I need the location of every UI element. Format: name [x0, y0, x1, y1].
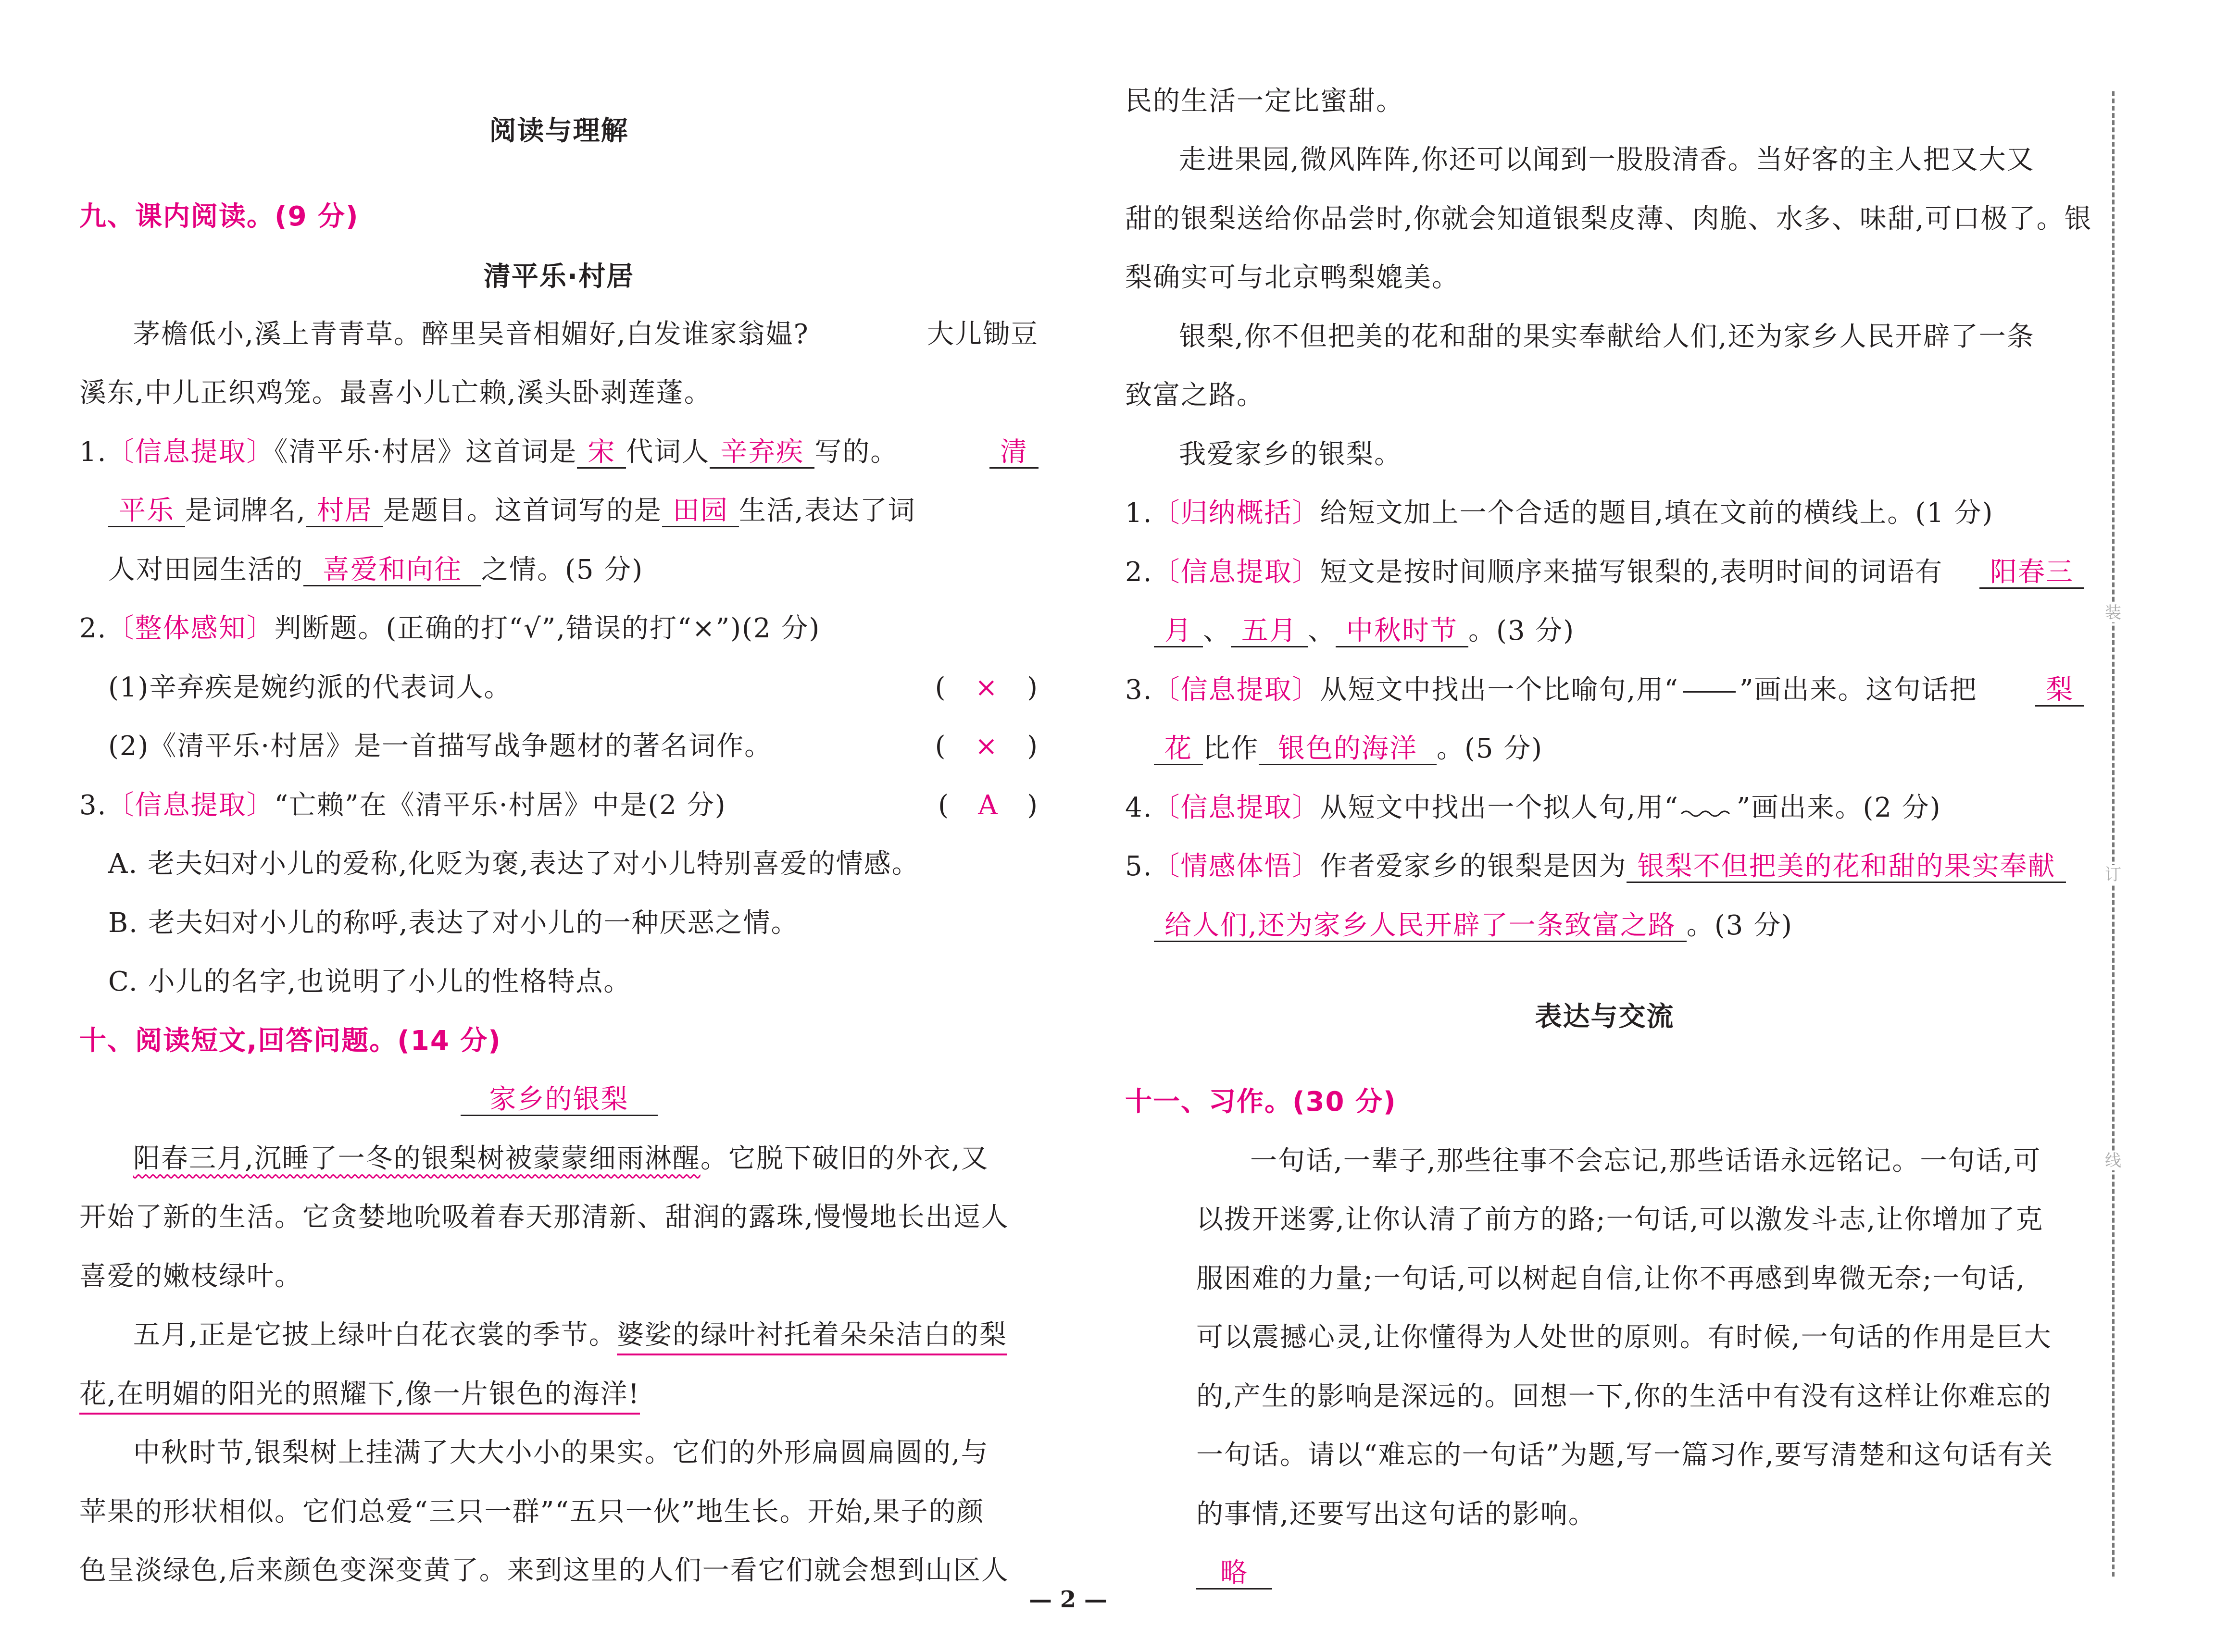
- question-tag: 〔信息提取〕: [1152, 792, 1320, 823]
- q9-2-statement-2: [79, 729, 1039, 764]
- question-tag: 〔归纳概括〕: [1152, 497, 1320, 529]
- article-p1-l1: [79, 1142, 1039, 1176]
- answer-blank: 梨: [2035, 675, 2084, 707]
- answer-blank: 月: [1154, 616, 1203, 647]
- q10-1: [1125, 496, 2084, 531]
- question-text: 给短文加上一个合适的题目,填在文前的横线上。(1 分): [1320, 497, 1994, 529]
- essay-prompt-l2: 以拨开迷雾,让你认清了前方的路;一句话,可以激发斗志,让你增加了克: [1196, 1204, 2044, 1235]
- q10-5-line-2: [1125, 908, 2084, 943]
- answer-blank: 银梨不但把美的花和甜的果实奉献: [1627, 852, 2066, 883]
- question-number: 2.: [1125, 557, 1153, 588]
- answer-blank: 清: [989, 437, 1039, 469]
- poem-line-2: 溪东,中儿正织鸡笼。最喜小儿亡赖,溪头卧剥莲蓬。: [79, 377, 712, 409]
- question-text: 比作: [1203, 733, 1259, 764]
- poem-text-end: 大儿锄豆: [927, 319, 1039, 350]
- answer-blank: 田园: [662, 496, 739, 527]
- straight-line-symbol: [1683, 691, 1736, 693]
- question-number: 1.: [79, 436, 107, 468]
- answer-mark: ×: [975, 672, 999, 703]
- article-p4-l1: 走进果园,微风阵阵,你还可以闻到一股股清香。当好客的主人把又大又: [1179, 144, 2035, 175]
- article-p4-l3: 梨确实可与北京鸭梨媲美。: [1125, 262, 1460, 293]
- q10-3-line-2: [1125, 732, 2084, 766]
- article-p2-l1: [79, 1318, 1039, 1353]
- answer-blank: 辛弃疾: [710, 437, 814, 469]
- question-number: 5.: [1125, 851, 1153, 882]
- question-text: ”画出来。这句话把: [1739, 674, 1978, 706]
- question-tag: 〔整体感知〕: [107, 613, 275, 644]
- statement-text: (2)《清平乐·村居》是一首描写战争题材的著名词作。: [108, 731, 773, 762]
- essay-prompt-l1: 一句话,一辈子,那些往事不会忘记,那些话语永远铭记。一句话,可: [1250, 1145, 2041, 1177]
- question-tag: 〔信息提取〕: [1152, 557, 1320, 588]
- q9-3-option-b: B. 老夫妇对小儿的称呼,表达了对小儿的一种厌恶之情。: [108, 907, 799, 939]
- answer-blank: 花: [1154, 734, 1203, 765]
- q9-1-line-3: [79, 553, 1039, 587]
- q9-1-line-2: [79, 494, 1039, 528]
- question-number: 1.: [1125, 497, 1153, 529]
- answer-blank: 中秋时节: [1336, 616, 1468, 647]
- answer-blank: 宋: [577, 437, 626, 469]
- personification-sentence: 阳春三月,沉睡了一冬的银梨树被蒙蒙细雨淋醒: [133, 1143, 701, 1174]
- article-p5-l1: 银梨,你不但把美的花和甜的果实奉献给人们,还为家乡人民开辟了一条: [1179, 321, 2035, 352]
- q10-header: 十、阅读短文,回答问题。(14 分): [79, 1025, 501, 1056]
- answer-mark: ×: [975, 731, 999, 762]
- binding-char-1: 装: [2105, 603, 2121, 622]
- question-text: 写的。: [814, 436, 899, 468]
- question-number: 3.: [1125, 674, 1153, 706]
- binding-char-3: 线: [2105, 1151, 2121, 1170]
- metaphor-sentence: 花,在明媚的阳光的照耀下,像一片银色的海洋!: [79, 1379, 640, 1415]
- q10-5-line-1: [1125, 849, 2084, 884]
- question-text: 判断题。(正确的打“√”,错误的打“×”)(2 分): [274, 613, 821, 644]
- judge-answer-1: ( × ): [935, 672, 1039, 703]
- question-number: 3.: [79, 790, 107, 821]
- question-text: 《清平乐·村居》这首词是: [274, 436, 577, 468]
- question-text: 从短文中找出一个拟人句,用“: [1320, 792, 1679, 823]
- question-text: 作者爱家乡的银梨是因为: [1320, 851, 1627, 882]
- article-p1-l3: 喜爱的嫩枝绿叶。: [79, 1261, 302, 1292]
- poem-title: 清平乐·村居: [483, 261, 635, 292]
- question-text: 之情。(5 分): [481, 554, 644, 585]
- article-p6: 我爱家乡的银梨。: [1179, 439, 1402, 470]
- answer-blank: 五月: [1231, 616, 1308, 647]
- question-tag: 〔信息提取〕: [1152, 674, 1320, 706]
- page-number: — 2 —: [1029, 1586, 1107, 1613]
- q10-2-line-1: [1125, 555, 2084, 590]
- article-p3-l1: 中秋时节,银梨树上挂满了大大小小的果实。它们的外形扁圆扁圆的,与: [133, 1437, 989, 1468]
- question-text: 生活,表达了词: [738, 495, 916, 526]
- article-text: 。它脱下破旧的外衣,又: [700, 1143, 989, 1174]
- q9-3: [79, 788, 1039, 823]
- answer-blank: 喜爱和向往: [303, 555, 481, 586]
- question-text: 从短文中找出一个比喻句,用“: [1320, 674, 1679, 706]
- binding-char-2: 订: [2105, 865, 2121, 884]
- essay-prompt-l5: 的,产生的影响是深远的。回想一下,你的生活中有没有这样让你难忘的: [1196, 1381, 2052, 1412]
- separator: 、: [1203, 615, 1231, 646]
- answer-blank: 村居: [306, 496, 383, 527]
- wavy-line-symbol: [1679, 793, 1737, 827]
- article-p2-l2: [79, 1377, 1039, 1412]
- q9-header: 九、课内阅读。(9 分): [79, 201, 359, 232]
- question-text: 是词牌名,: [185, 495, 306, 526]
- essay-prompt-l7: 的事情,还要写出这句话的影响。: [1196, 1499, 1596, 1530]
- essay-prompt-l4: 可以震撼心灵,让你懂得为人处世的原则。有时候,一句话的作用是巨大: [1196, 1322, 2052, 1353]
- question-text: 短文是按时间顺序来描写银梨的,表明时间的词语有: [1320, 557, 1943, 588]
- essay-prompt-l6: 一句话。请以“难忘的一句话”为题,写一篇习作,要写清楚和这句话有关: [1196, 1440, 2053, 1471]
- article-p3-l3: 色呈淡绿色,后来颜色变深变黄了。来到这里的人们一看它们就会想到山区人: [79, 1555, 1009, 1586]
- article-p5-l2: 致富之路。: [1125, 380, 1264, 411]
- question-number: 4.: [1125, 792, 1153, 823]
- q9-3-option-a: A. 老夫妇对小儿的爱称,化贬为褒,表达了对小儿特别喜爱的情感。: [108, 848, 920, 880]
- essay-answer: 略: [1196, 1558, 1272, 1590]
- answer-blank: 银色的海洋: [1259, 734, 1437, 765]
- q9-2-statement-1: [79, 671, 1039, 705]
- judge-answer-2: ( × ): [935, 731, 1039, 762]
- article-p4-l2: 甜的银梨送给你品尝时,你就会知道银梨皮薄、肉脆、水多、味甜,可口极了。银: [1125, 203, 2092, 235]
- q10-3-line-1: [1125, 673, 2084, 708]
- article-title-answer: 家乡的银梨: [461, 1085, 658, 1116]
- article-p3-l2: 苹果的形状相似。它们总爱“三只一群”“五只一伙”地生长。开始,果子的颜: [79, 1496, 985, 1528]
- essay-answer-line: [1125, 1556, 2084, 1590]
- answer-mark: A: [978, 790, 999, 821]
- essay-prompt-l3: 服困难的力量;一句话,可以树起自信,让你不再感到卑微无奈;一句话,: [1196, 1263, 2026, 1294]
- q10-2-line-2: [1125, 614, 2084, 648]
- question-text: ”画出来。(2 分): [1736, 792, 1941, 823]
- answer-blank: 阳春三: [1979, 558, 2084, 589]
- article-p3-l4: 民的生活一定比蜜甜。: [1125, 86, 1404, 117]
- q9-1-line-1: [79, 435, 1039, 470]
- q11-header: 十一、习作。(30 分): [1125, 1086, 1397, 1118]
- q9-2: [79, 611, 1039, 646]
- question-text: 。(5 分): [1437, 733, 1543, 764]
- binding-dashed-line: [2112, 91, 2115, 1577]
- statement-text: (1)辛弃疾是婉约派的代表词人。: [108, 672, 512, 703]
- q9-3-option-c: C. 小儿的名字,也说明了小儿的性格特点。: [108, 966, 632, 997]
- q10-4: [1125, 791, 2084, 827]
- question-text: 代词人: [626, 436, 710, 468]
- section-expression-title: 表达与交流: [1535, 1001, 1675, 1032]
- question-tag: 〔情感体悟〕: [1152, 851, 1320, 882]
- question-tag: 〔信息提取〕: [107, 790, 275, 821]
- question-text: 人对田园生活的: [108, 554, 303, 585]
- article-text: 五月,正是它披上绿叶白花衣裳的季节。: [133, 1319, 617, 1351]
- poem-text: 茅檐低小,溪上青青草。醉里吴音相媚好,白发谁家翁媪?: [133, 319, 809, 350]
- question-text: “亡赖”在《清平乐·村居》中是(2 分): [274, 790, 726, 821]
- question-text: 。(3 分): [1468, 615, 1575, 646]
- separator: 、: [1308, 615, 1336, 646]
- question-number: 2.: [79, 613, 107, 644]
- question-tag: 〔信息提取〕: [107, 436, 275, 468]
- question-text: 是题目。这首词写的是: [383, 495, 662, 526]
- section-reading-title: 阅读与理解: [489, 115, 629, 147]
- article-title: [79, 1082, 1039, 1117]
- answer-blank: 平乐: [108, 496, 185, 527]
- article-p1-l2: 开始了新的生活。它贪婪地吮吸着春天那清新、甜润的露珠,慢慢地长出逗人: [79, 1202, 1009, 1233]
- poem-line-1: [79, 317, 1039, 352]
- choice-answer: ( A ): [938, 790, 1039, 821]
- question-text: 。(3 分): [1686, 910, 1793, 941]
- answer-blank: 给人们,还为家乡人民开辟了一条致富之路: [1154, 911, 1687, 942]
- metaphor-sentence: 婆娑的绿叶衬托着朵朵洁白的梨: [617, 1319, 1007, 1355]
